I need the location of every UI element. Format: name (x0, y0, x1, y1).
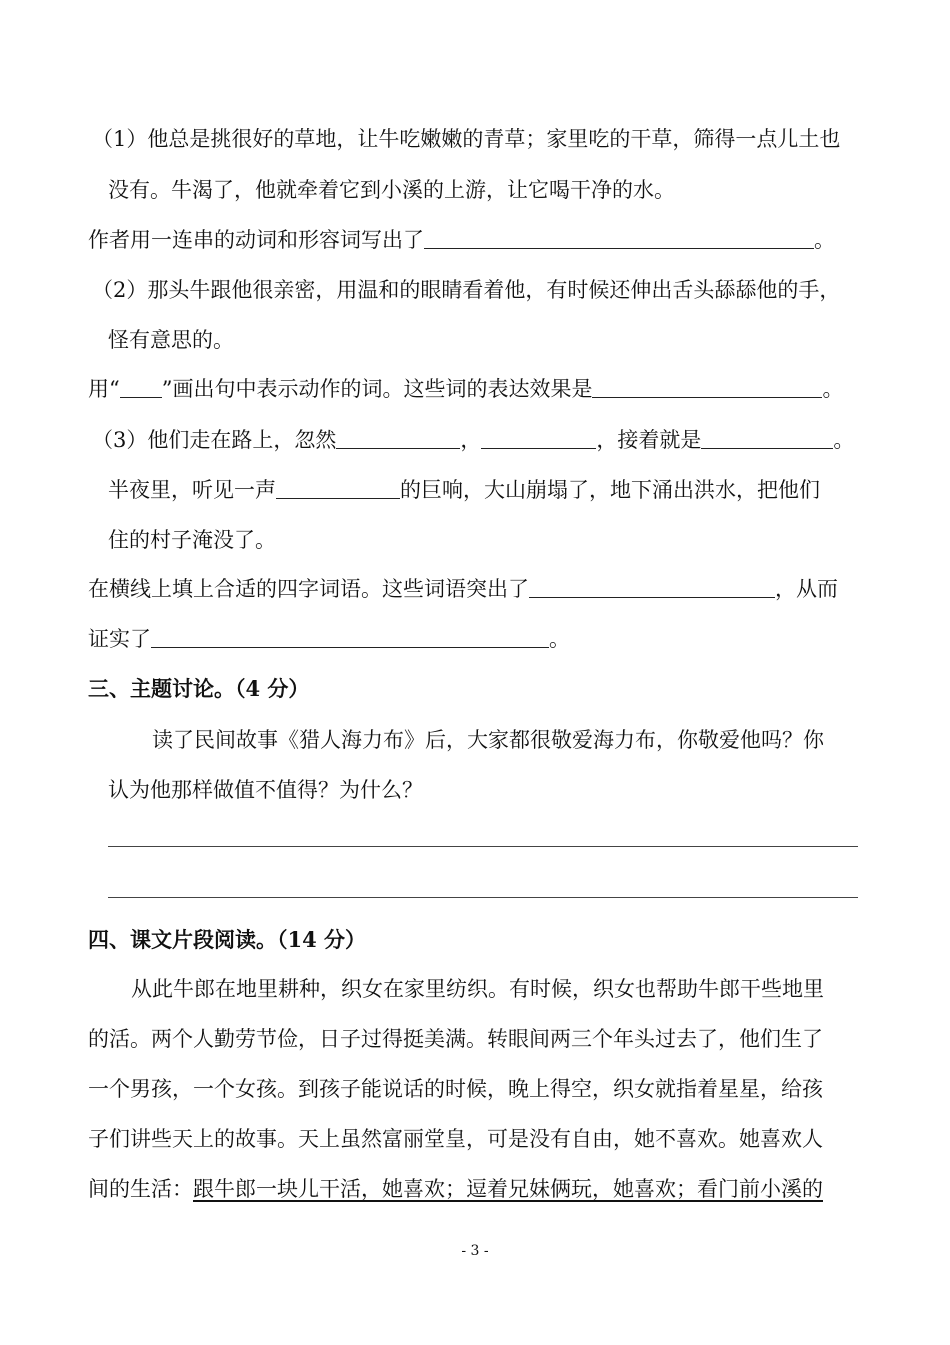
q3-prompt-1 (88, 574, 838, 604)
q1-line-2: 没有。牛渴了，他就牵着它到小溪的上游，让它喝干净的水。 (108, 178, 675, 202)
q2-answer-blank[interactable] (592, 375, 822, 398)
q2-line-2: 怪有意思的。 (108, 328, 234, 352)
q1-prompt-end: 。 (814, 228, 835, 252)
q3-p1-text-b: ，从而 (775, 577, 838, 601)
q2-prompt-text: ”画出句中表示动作的词。这些词的表达效果是 (161, 377, 593, 401)
q3-line-2 (108, 475, 820, 505)
q3-blank-4[interactable] (276, 476, 400, 499)
section4-passage-line-3: 一个男孩，一个女孩。到孩子能说话的时候，晚上得空，织女就指着星星，给孩 (88, 1077, 823, 1101)
section3-answer-line-2[interactable] (108, 897, 858, 898)
q3-l1-text-c: ，接着就是 (596, 428, 702, 452)
q3-prompt-2 (88, 624, 570, 654)
q3-line-1 (92, 425, 854, 455)
q3-blank-2[interactable] (481, 426, 596, 449)
q1-line-1: （1）他总是挑很好的草地，让牛吃嫩嫩的青草；家里吃的干草，筛得一点儿土也 (92, 127, 841, 151)
q3-answer-blank-2[interactable] (151, 625, 549, 648)
q3-l1-text-d: 。 (833, 428, 855, 452)
q3-answer-blank-1[interactable] (529, 575, 775, 598)
q2-mark-sample-blank (120, 375, 162, 398)
q3-l2-text-a: 半夜里，听见一声 (108, 478, 276, 502)
section3-line-2: 认为他那样做值不值得？为什么？ (108, 778, 423, 802)
section4-passage-line-1: 从此牛郎在地里耕种，织女在家里纺织。有时候，织女也帮助牛郎干些地里 (131, 977, 824, 1001)
q3-p1-text-a: 在横线上填上合适的四字词语。这些词语突出了 (88, 577, 529, 601)
q2-line-1: （2）那头牛跟他很亲密，用温和的眼睛看着他，有时候还伸出舌头舔舔他的手， (92, 278, 841, 302)
q3-l1-text-a: （3）他们走在路上，忽然 (92, 428, 337, 452)
q3-blank-3[interactable] (701, 426, 833, 449)
section3-answer-line-1[interactable] (108, 846, 858, 847)
q1-prompt (88, 225, 835, 255)
section3-heading: 三、主题讨论。（4 分） (88, 676, 310, 701)
q3-p2-text-a: 证实了 (88, 627, 151, 651)
q3-l2-text-b: 的巨响，大山崩塌了，地下涌出洪水，把他们 (400, 478, 820, 502)
q2-prompt-end: 。 (822, 377, 844, 401)
q3-p2-text-b: 。 (549, 627, 570, 651)
q3-line-3: 住的村子淹没了。 (108, 528, 276, 552)
section3-line-1: 读了民间故事《猎人海力布》后，大家都很敬爱海力布，你敬爱他吗？你 (152, 728, 824, 752)
q3-blank-1[interactable] (336, 426, 460, 449)
q2-prompt (88, 374, 843, 404)
section4-passage-line-4: 子们讲些天上的故事。天上虽然富丽堂皇，可是没有自由，她不喜欢。她喜欢人 (88, 1127, 823, 1151)
section4-last-prefix: 间的生活： (88, 1177, 193, 1201)
q3-l1-text-b: ， (460, 428, 482, 452)
page-number: - 3 - (461, 1243, 489, 1259)
q1-answer-blank[interactable] (424, 226, 814, 249)
section4-underlined-text: 跟牛郎一块儿干活，她喜欢；逗着兄妹俩玩，她喜欢；看门前小溪的 (193, 1177, 823, 1201)
q1-prompt-text: 作者用一连串的动词和形容词写出了 (88, 228, 424, 252)
section4-passage-line-5 (88, 1174, 823, 1204)
section4-heading: 四、课文片段阅读。（14 分） (88, 927, 367, 952)
section4-passage-line-2: 的活。两个人勤劳节俭，日子过得挺美满。转眼间两三个年头过去了，他们生了 (88, 1027, 823, 1051)
q2-prompt-open: 用“ (88, 377, 120, 401)
